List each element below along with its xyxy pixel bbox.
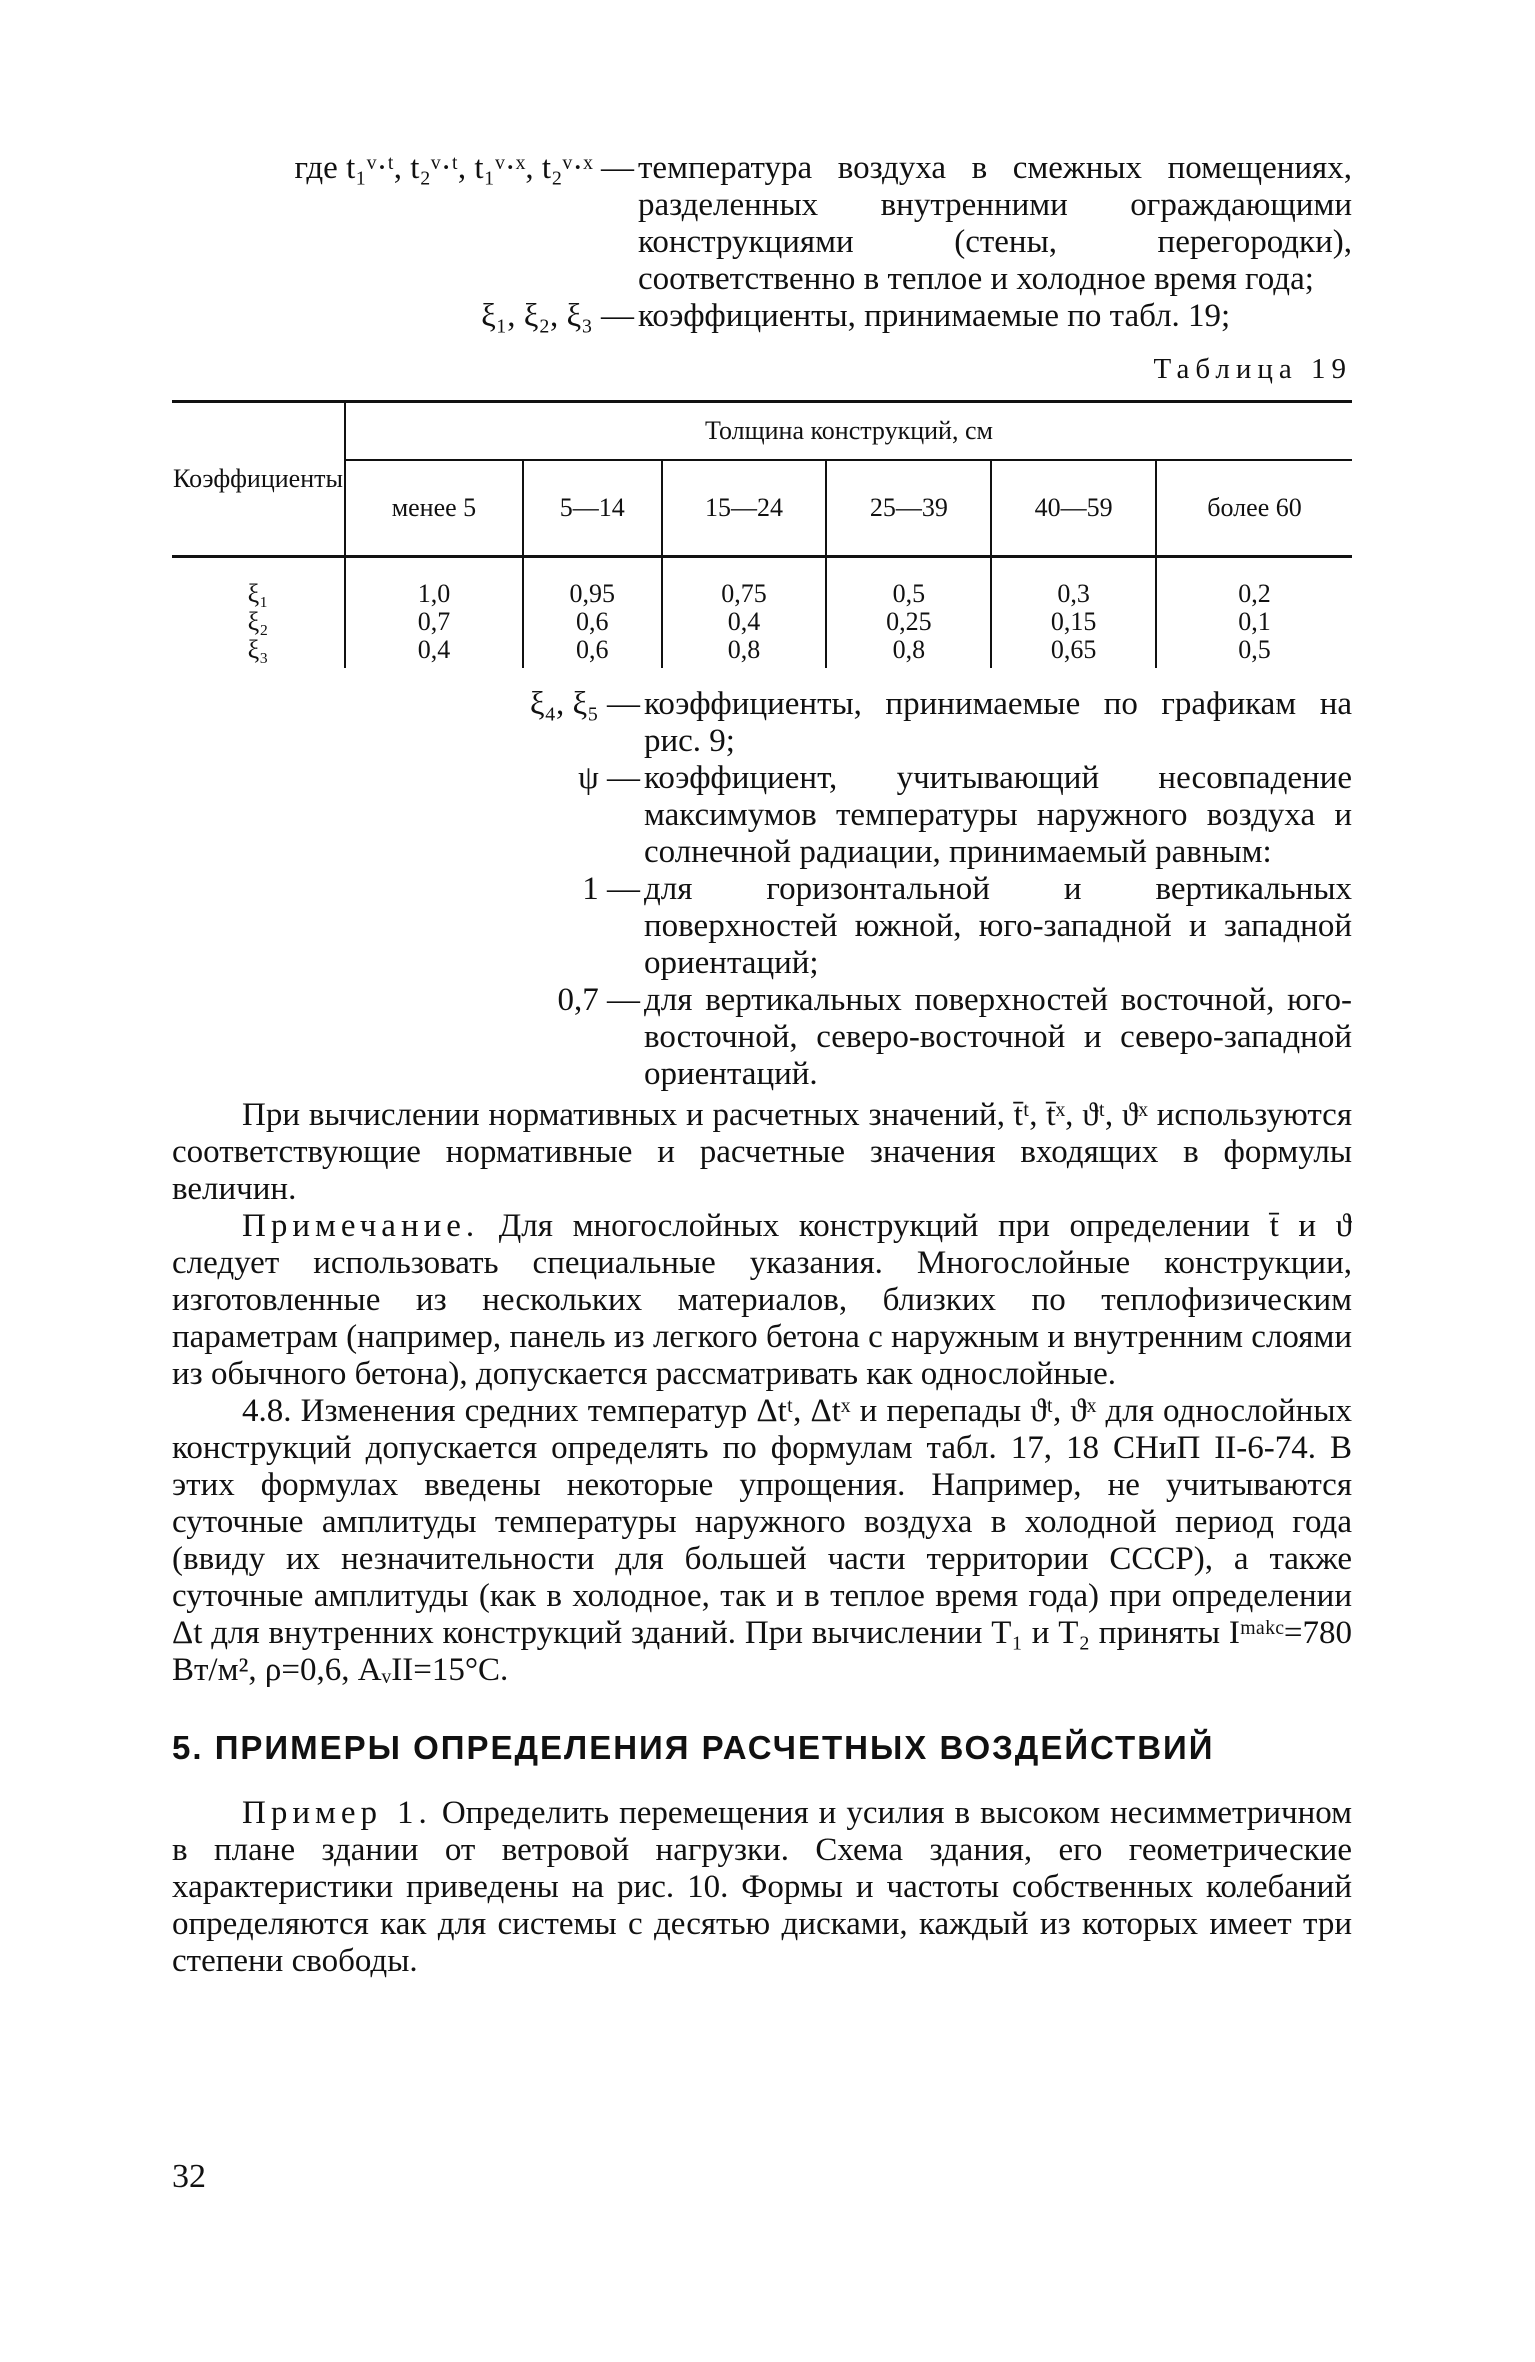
definition-item bbox=[172, 150, 1352, 298]
example-label: Пример 1. bbox=[242, 1795, 432, 1831]
table-caption: Таблица 19 bbox=[1153, 353, 1352, 385]
table-row bbox=[172, 557, 1352, 669]
note-label: Примечание. bbox=[242, 1208, 480, 1244]
table-cell: 0,3 0,15 0,65 bbox=[991, 557, 1156, 669]
page-content bbox=[172, 150, 1352, 1980]
table-row-header: Коэффициенты bbox=[172, 402, 345, 557]
definition-item bbox=[172, 686, 1352, 760]
definition-term: ξ₄, ξ₅ — bbox=[529, 686, 640, 722]
definition-text: коэффициенты, принимаемые по табл. 19; bbox=[638, 298, 1231, 334]
definition-term: где t₁ᵛ·ᵗ, t₂ᵛ·ᵗ, t₁ᵛ·ˣ, t₂ᵛ·ˣ — bbox=[294, 150, 634, 186]
note-text: Для многослойных конструкций при определении t̄ и ϑ следует использовать специальные указания. Многослойные конструкции, изготовленные из нескольких материалов, близких по теплофизическим параметрам (например, панель из легкого бетона с наружным и внутренним слоями из обычного бетона), допускается рассматривать как однослойные. bbox=[172, 1208, 1352, 1392]
table-group-header: Толщина конструкций, см bbox=[345, 402, 1352, 461]
table-cell: 0,5 0,25 0,8 bbox=[826, 557, 991, 669]
definition-text: для вертикальных поверхностей восточной, юго-восточной, северо-восточной и северо-западной ориентаций. bbox=[644, 982, 1352, 1092]
paragraph-4-8: 4.8. Изменения средних температур Δtᵗ, Δtˣ и перепады ϑᵗ, ϑˣ для однослойных конструкций допускается определять по формулам табл. 17, 18 СНиП II-6-74. В этих формулах введены некоторые упрощения. Например, не учитываются суточные амплитуды температуры наружного воздуха в холодной период года (ввиду их незначительности для большей части территории СССР), а также суточные амплитуды (как в холодное, так и в теплое время года) при определении Δt для внутренних конструкций зданий. При вычислении T₁ и T₂ приняты Iᵐᵃᵏᶜ=780 Вт/м², ρ=0,6, AᵥII=15°С. bbox=[172, 1393, 1352, 1688]
paragraph-note bbox=[172, 1208, 1352, 1393]
definition-item bbox=[172, 298, 1352, 335]
definition-term: ψ — bbox=[578, 760, 640, 796]
definition-item bbox=[172, 871, 1352, 982]
table-column-header: менее 5 bbox=[345, 460, 523, 557]
definition-text: коэффициенты, принимаемые по графикам на рис. 9; bbox=[644, 686, 1352, 759]
row-label: ξ₃ bbox=[247, 635, 269, 664]
paragraph-example bbox=[172, 1795, 1352, 1980]
table-column-header: 40—59 bbox=[991, 460, 1156, 557]
definition-text: коэффициент, учитывающий несовпадение максимумов температуры наружного воздуха и солнечной радиации, принимаемый равным: bbox=[644, 760, 1352, 870]
definition-term: 0,7 — bbox=[557, 982, 640, 1018]
table-cell: 0,95 0,6 0,6 bbox=[523, 557, 662, 669]
definition-item bbox=[172, 760, 1352, 871]
table-column-header: 5—14 bbox=[523, 460, 662, 557]
paragraph-calculation: При вычислении нормативных и расчетных значений, t̄ᵗ, t̄ˣ, ϑᵗ, ϑˣ используются соответствующие нормативные и расчетные значения входящих в формулы величин. bbox=[172, 1097, 1352, 1207]
example-text: Определить перемещения и усилия в высоком несимметричном в плане здании от ветровой нагрузки. Схема здания, его геометрические характеристики приведены на рис. 10. Формы и частоты собственных колебаний определяются как для системы с десятью дисками, каждый из которых имеет три степени свободы. bbox=[172, 1795, 1352, 1979]
definitions-bottom bbox=[172, 686, 1352, 1093]
page-number: 32 bbox=[172, 2158, 206, 2195]
definition-item bbox=[172, 982, 1352, 1093]
table-column-header: более 60 bbox=[1156, 460, 1352, 557]
table-cell: 0,2 0,1 0,5 bbox=[1156, 557, 1352, 669]
table-cell: 0,75 0,4 0,8 bbox=[662, 557, 827, 669]
definition-text: для горизонтальной и вертикальных поверхностей южной, юго-западной и западной ориентаций; bbox=[644, 871, 1352, 981]
table-column-header: 15—24 bbox=[662, 460, 827, 557]
table-row-labels bbox=[172, 557, 345, 669]
definition-term: 1 — bbox=[582, 871, 640, 907]
table-column-header: 25—39 bbox=[826, 460, 991, 557]
section-title: 5. ПРИМЕРЫ ОПРЕДЕЛЕНИЯ РАСЧЕТНЫХ ВОЗДЕЙСТВИЙ bbox=[172, 1729, 1215, 1766]
definition-term: ξ₁, ξ₂, ξ₃ — bbox=[481, 298, 634, 334]
definition-text: температура воздуха в смежных помещениях, разделенных внутренними ограждающими конструкциями (стены, перегородки), соответственно в теплое и холодное время года; bbox=[638, 150, 1352, 297]
table-cell: 1,0 0,7 0,4 bbox=[345, 557, 523, 669]
coefficients-table bbox=[172, 400, 1352, 668]
row-label: ξ₁ bbox=[247, 579, 269, 608]
row-label: ξ₂ bbox=[247, 607, 269, 636]
definitions-top bbox=[172, 150, 1352, 335]
